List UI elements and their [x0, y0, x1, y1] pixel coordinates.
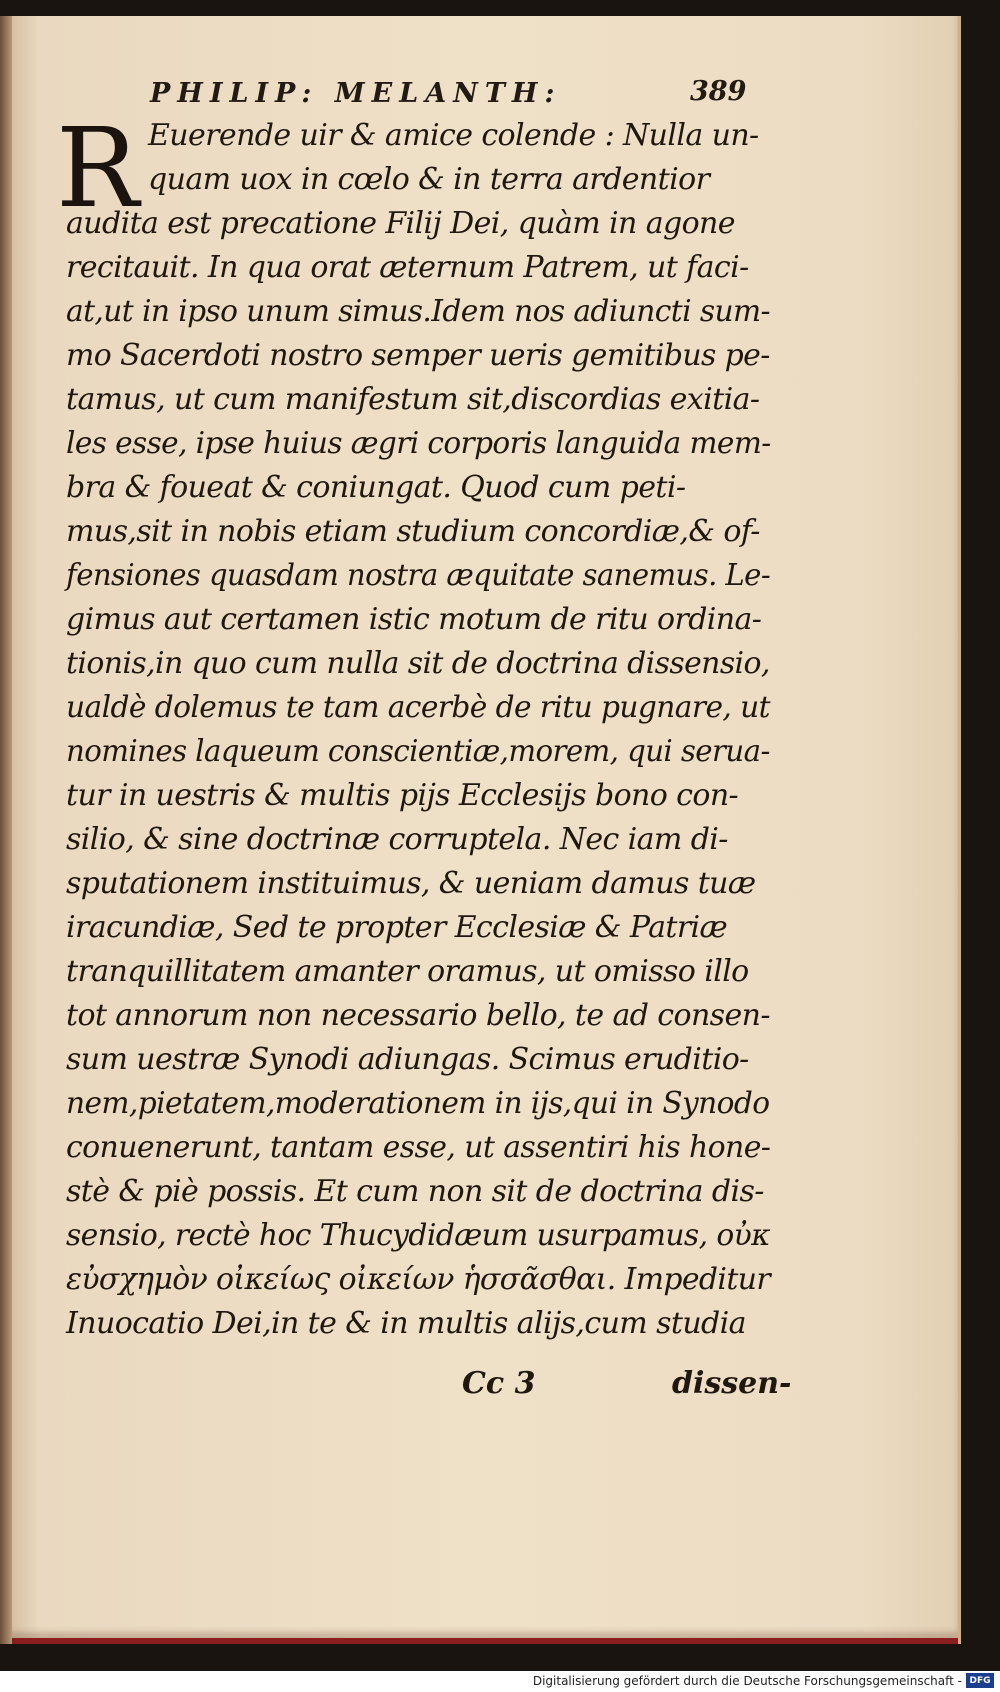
text-line: mo Sacerdoti nostro semper ueris gemitibus pe- [66, 338, 770, 373]
text-line: nem,pietatem,moderationem in ijs,qui in Synodo [66, 1086, 770, 1121]
text-line: tionis,in quo cum nulla sit de doctrina dissensio, [66, 646, 770, 681]
dfg-logo-icon: DFG [966, 1673, 994, 1688]
text-line: sensio, rectè hoc Thucydidæum usurpamus, οὐκ [66, 1218, 771, 1253]
text-line: silio, & sine doctrinæ corruptela. Nec iam di- [66, 822, 728, 857]
text-line: Euerende uir & amice colende : Nulla un- [148, 118, 759, 153]
page-number: 389 [690, 76, 747, 107]
text-line: sum uestræ Synodi adiungas. Scimus eruditio- [66, 1042, 749, 1077]
page-gutter [0, 16, 12, 1644]
text-line: mus,sit in nobis etiam studium concordiæ,& of- [66, 514, 760, 549]
running-title: PHILIP: MELANTH: [150, 78, 562, 109]
text-line: tamus, ut cum manifestum sit,discordias exitia- [66, 382, 760, 417]
text-line: at,ut in ipso unum simus.Idem nos adiuncti sum- [66, 294, 770, 329]
drop-capital: R [56, 104, 139, 232]
text-line: fensiones quasdam nostra æquitate sanemus. Le- [66, 558, 771, 593]
text-line: εὐσχημὸν οἰκείως οἰκείων ἡσσᾶσθαι. Impeditur [66, 1262, 771, 1297]
text-line: audita est precatione Filij Dei, quàm in agone [66, 206, 735, 241]
text-line: iracundiæ, Sed te propter Ecclesiæ & Patriæ [66, 910, 728, 945]
text-line: quam uox in cœlo & in terra ardentior [148, 162, 710, 197]
text-line: les esse, ipse huius ægri corporis languida mem- [66, 426, 771, 461]
text-line: Inuocatio Dei,in te & in multis alijs,cum studia [66, 1306, 746, 1341]
catchword: dissen- [672, 1366, 792, 1401]
text-line: ualdè dolemus te tam acerbè de ritu pugnare, ut [66, 690, 770, 725]
signature-mark: Cc 3 [462, 1366, 536, 1401]
digitization-footer [0, 1671, 1000, 1692]
text-line: bra & foueat & coniungat. Quod cum peti- [66, 470, 686, 505]
text-line: stè & piè possis. Et cum non sit de doctrina dis- [66, 1174, 764, 1209]
text-line: conuenerunt, tantam esse, ut assentiri his hone- [66, 1130, 771, 1165]
text-line: tot annorum non necessario bello, te ad consen- [66, 998, 770, 1033]
text-line: recitauit. In qua orat æternum Patrem, ut faci- [66, 250, 749, 285]
funding-credit: Digitalisierung gefördert durch die Deutsche Forschungsgemeinschaft - [532, 1674, 962, 1688]
text-line: sputationem instituimus, & ueniam damus tuæ [66, 866, 756, 901]
text-line: nomines laqueum conscientiæ,morem, qui serua- [66, 734, 770, 769]
text-line: tur in uestris & multis pijs Ecclesijs bono con- [66, 778, 739, 813]
text-line: gimus aut certamen istic motum de ritu ordina- [66, 602, 762, 637]
text-line: tranquillitatem amanter oramus, ut omisso illo [66, 954, 749, 989]
